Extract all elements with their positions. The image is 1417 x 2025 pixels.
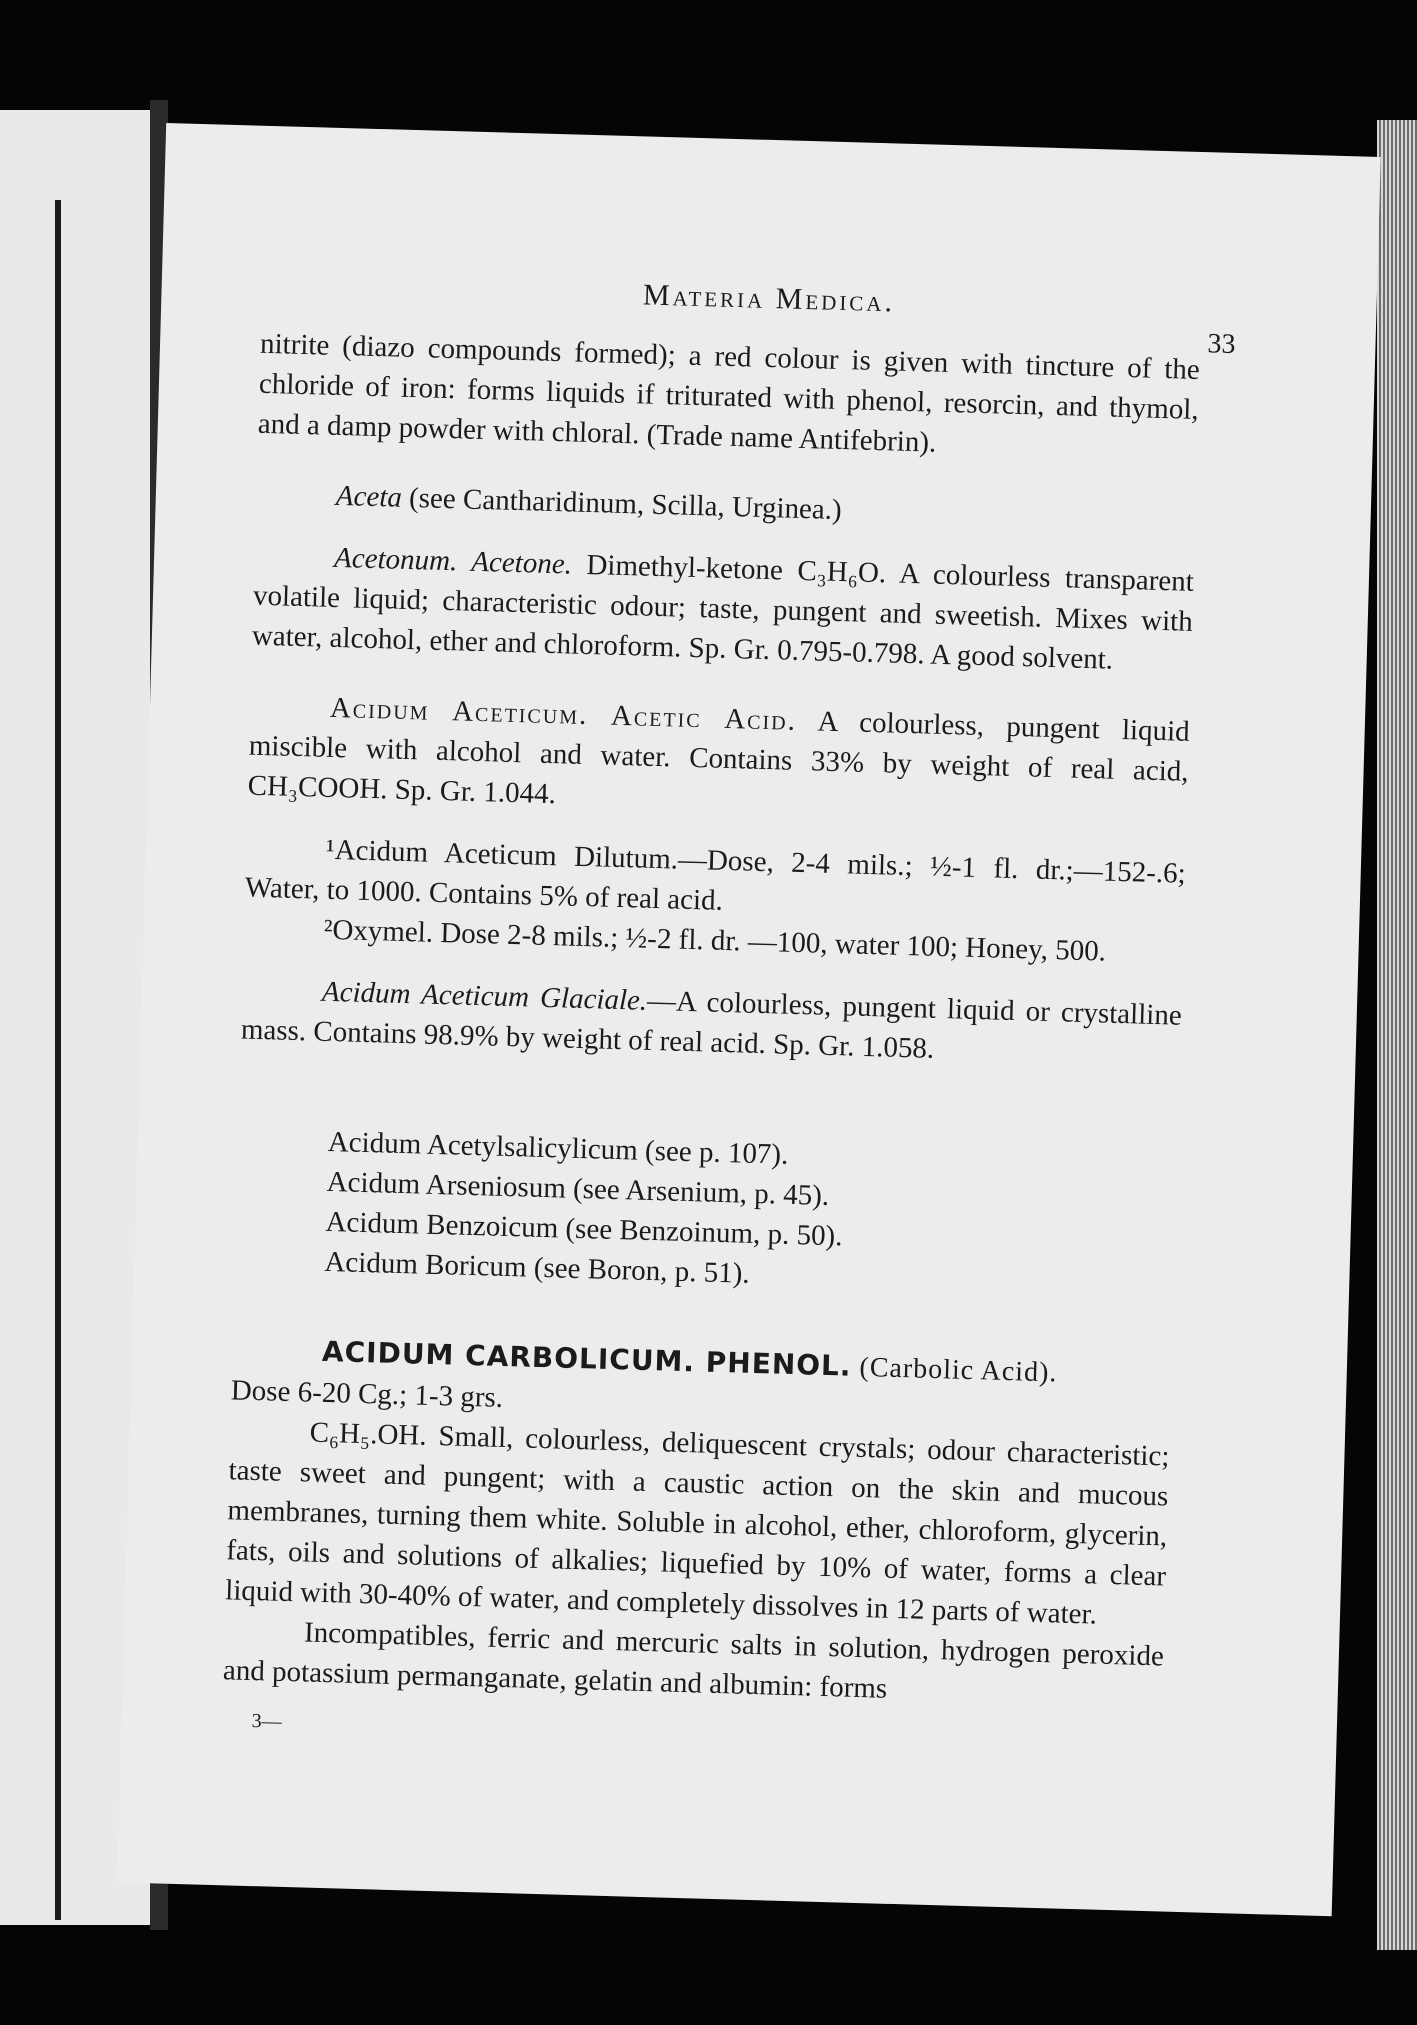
entry-glaciale xyxy=(240,970,1182,1076)
heading-title: ACIDUM CARBOLICUM. PHENOL. xyxy=(321,1334,853,1383)
paragraph-description: C₆H₅.OH. Small, colourless, deliquescent crystals; odour characteristic; taste sweet and pungent; with a caustic action on the skin and mucous membranes, turning them white. Soluble in alcohol, ether, chloroform, glycerin, fats, oils and solutions of alkalies; liquefied by 10% of water, forms a clear liquid with 30-40% of water, and completely dissolves in 12 parts of water. xyxy=(224,1416,1170,1631)
list-item: Acidum Boricum (see Boron, p. 51). xyxy=(324,1245,751,1290)
entry-title: Aceta xyxy=(335,479,403,514)
entry-oxymel: ²Oxymel. Dose 2-8 mils.; ½-2 fl. dr. —100, water 100; Honey, 500. xyxy=(323,913,1107,968)
entry-title: Acetonum. Acetone. xyxy=(333,541,573,581)
entry-text: (see Cantharidinum, Scilla, Urginea.) xyxy=(401,481,843,527)
entry-title: Acidum Aceticum. Acetic Acid. xyxy=(329,691,798,737)
list-item: Acidum Benzoicum (see Benzoinum, p. 50). xyxy=(325,1205,843,1253)
paragraph-nitrite: nitrite (diazo compounds formed); a red colour is given with tincture of the chloride of iron: forms liquids if triturated with phenol, resorcin, and thymol, and a damp powder with chloral. (Trade name Antifebrin). xyxy=(257,327,1201,459)
page-number: 33 xyxy=(1207,328,1236,360)
running-head: Materia Medica. xyxy=(642,278,896,319)
paragraph-incompatibles: Incompatibles, ferric and mercuric salts in solution, hydrogen peroxide and potassium permanganate, gelatin and albumin: forms xyxy=(222,1616,1165,1705)
reference-list xyxy=(234,1119,1178,1305)
list-item: Acidum Acetylsalicylicum (see p. 107). xyxy=(327,1125,789,1171)
heading-alt: (Carbolic Acid). xyxy=(851,1351,1058,1389)
dose-line: Dose 6-20 Cg.; 1-3 grs. xyxy=(230,1374,504,1414)
list-item: Acidum Arseniosum (see Arsenium, p. 45). xyxy=(326,1165,830,1212)
entry-text: Dimethyl-ketone C₃H₆O. A colourless transparent volatile liquid; characteristic odour; taste, pungent and sweetish. Mixes with water, alcohol, ether and chloroform. Sp. Gr. 0.795-0.798. A good solvent. xyxy=(251,548,1195,676)
entry-acidum-aceticum xyxy=(247,686,1190,832)
book-page xyxy=(117,123,1381,1916)
page-edges xyxy=(1377,120,1417,1950)
entry-aceta xyxy=(255,474,1196,540)
entry-acetonum xyxy=(251,536,1194,682)
entry-text: —A colourless, pungent liquid or crystalline mass. Contains 98.9% by weight of real acid. Sp. Gr. 1.058. xyxy=(240,984,1183,1065)
entry-text: A colourless, pungent liquid miscible with alcohol and water. Contains 33% by weight of real acid, CH₃COOH. Sp. Gr. 1.044. xyxy=(247,704,1191,811)
body-text xyxy=(221,324,1200,1767)
left-page-edge xyxy=(55,200,61,1920)
entry-title: Acidum Aceticum Glaciale. xyxy=(321,975,648,1017)
signature-mark: 3— xyxy=(251,1710,282,1733)
entry-dilutum: ¹Acidum Aceticum Dilutum.—Dose, 2-4 mils.; ½-1 fl. dr.;—152-.6; Water, to 1000. Contains 5% of real acid. xyxy=(244,833,1187,917)
